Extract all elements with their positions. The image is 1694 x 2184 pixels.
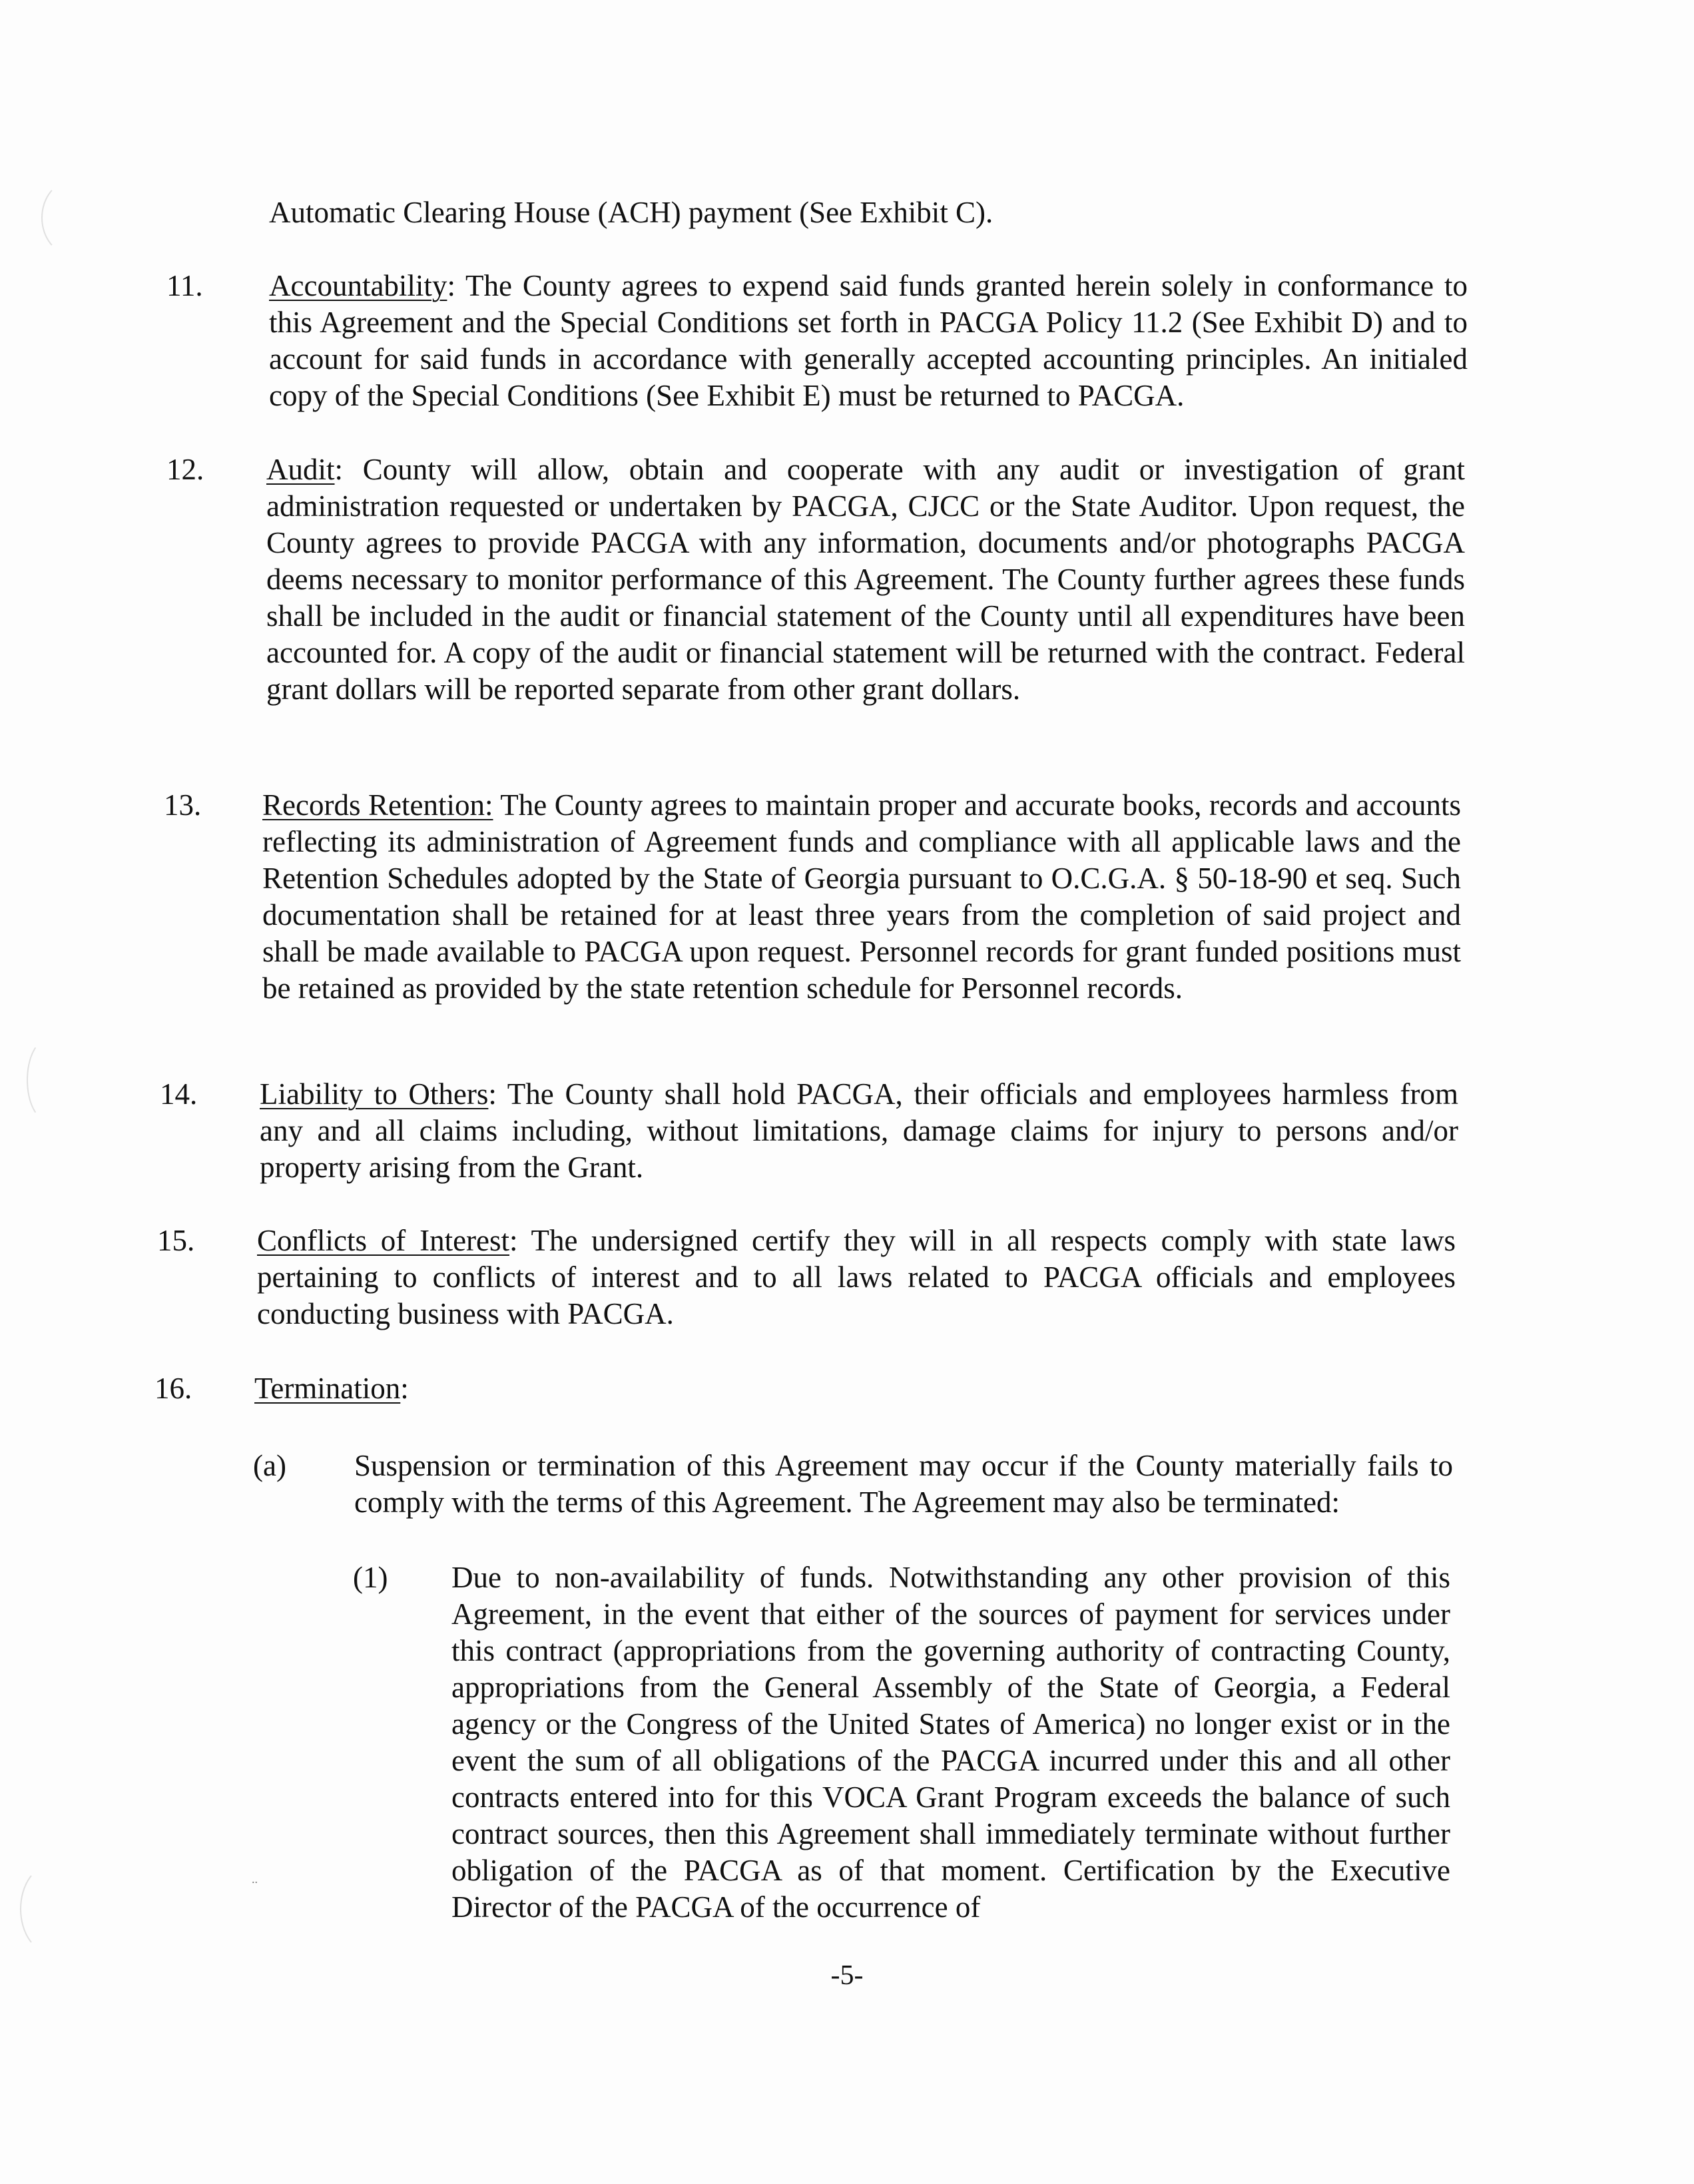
scan-artifact-middle <box>27 1039 69 1121</box>
section-body: The County shall hold PACGA, their officials and employees harmless from any and all claims including, without limitations, damage claims for injury to persons and/or property arising from the Grant. <box>260 1077 1458 1184</box>
section-number: 16. <box>154 1372 192 1405</box>
section-records-retention <box>262 787 1461 1007</box>
section-conflicts <box>257 1223 1456 1332</box>
section-paragraph <box>260 1076 1458 1186</box>
intro-line <box>269 194 1468 231</box>
section-paragraph <box>269 268 1468 414</box>
section-heading: Conflicts of Interest <box>257 1224 510 1257</box>
section-accountability <box>269 268 1468 414</box>
subsection-1 <box>451 1559 1450 1926</box>
subsection-a-text: Suspension or termination of this Agreement may occur if the County materially fails to comply with the terms of this Agreement. The Agreement may also be terminated: <box>354 1449 1453 1519</box>
section-heading: Termination <box>254 1372 401 1405</box>
section-heading: Liability to Others <box>260 1077 489 1111</box>
section-separator: : <box>509 1224 518 1257</box>
section-heading: Records Retention: <box>262 788 493 822</box>
section-termination <box>254 1370 1453 1407</box>
section-audit <box>266 451 1465 708</box>
section-number: 14. <box>160 1077 198 1111</box>
section-number: 13. <box>164 788 202 822</box>
page-number: -5- <box>830 1960 864 1991</box>
section-number: 11. <box>166 269 203 302</box>
section-separator: : <box>400 1372 409 1405</box>
section-body: The undersigned certify they will in all respects comply with state laws pertaining to conflicts of interest and to all laws related to PACGA officials and employees conducting business with PACGA. <box>257 1224 1456 1330</box>
section-liability <box>260 1076 1458 1186</box>
section-number: 15. <box>157 1224 195 1257</box>
subsection-1-label: (1) <box>353 1561 388 1594</box>
section-heading: Audit <box>266 453 335 486</box>
section-body: The County agrees to expend said funds granted herein solely in conformance to this Agreement and the Special Conditions set forth in PACGA Policy 11.2 (See Exhibit D) and to account for said funds in accordance with generally accepted accounting principles. An initialed copy of the Special Conditions (See Exhibit E) must be returned to PACGA. <box>269 269 1468 412</box>
section-separator: : <box>334 453 344 486</box>
scan-dot-mark: .. <box>252 1872 258 1886</box>
scan-artifact-top <box>41 180 104 256</box>
section-paragraph <box>257 1223 1456 1332</box>
section-separator: : <box>488 1077 497 1111</box>
section-paragraph <box>262 787 1461 1007</box>
scan-artifact-bottom <box>20 1864 83 1954</box>
section-separator: : <box>447 269 455 302</box>
intro-text: Automatic Clearing House (ACH) payment (See Exhibit C). <box>269 196 993 229</box>
section-body: The County agrees to maintain proper and accurate books, records and accounts reflecting its administration of Agreement funds and compliance with all applicable laws and the Retention Schedules adopted by the State of Georgia pursuant to O.C.G.A. § 50-18-90 et seq. Such documentation shall be retained for at least three years from the completion of said project and shall be made available to PACGA upon request. Personnel records for grant funded positions must be retained as provided by the state retention schedule for Personnel records. <box>262 788 1461 1005</box>
subsection-a-label: (a) <box>253 1449 286 1482</box>
subsection-1-text: Due to non-availability of funds. Notwithstanding any other provision of this Agreement, in the event that either of the sources of payment for services under this contract (appropriations from the governing authority of contracting County, appropriations from the General Assembly of the State of Georgia, a Federal agency or the Congress of the United States of America) no longer exist or in the event the sum of all obligations of the PACGA incurred under this and all other contracts entered into for this VOCA Grant Program exceeds the balance of such contract sources, then this Agreement shall immediately terminate without further obligation of the PACGA as of that moment. Certification by the Executive Director of the PACGA of the occurrence of <box>451 1561 1450 1924</box>
subsection-a <box>354 1448 1453 1521</box>
section-number: 12. <box>166 453 204 486</box>
section-paragraph <box>254 1370 1453 1407</box>
section-heading: Accountability <box>269 269 447 302</box>
section-paragraph <box>266 451 1465 708</box>
section-body: County will allow, obtain and cooperate with any audit or investigation of grant administration requested or undertaken by PACGA, CJCC or the State Auditor. Upon request, the County agrees to provide PACGA with any information, documents and/or photographs PACGA deems necessary to monitor performance of this Agreement. The County further agrees these funds shall be included in the audit or financial statement of the County until all expenditures have been accounted for. A copy of the audit or financial statement will be returned with the contract. Federal grant dollars will be reported separate from other grant dollars. <box>266 453 1465 706</box>
